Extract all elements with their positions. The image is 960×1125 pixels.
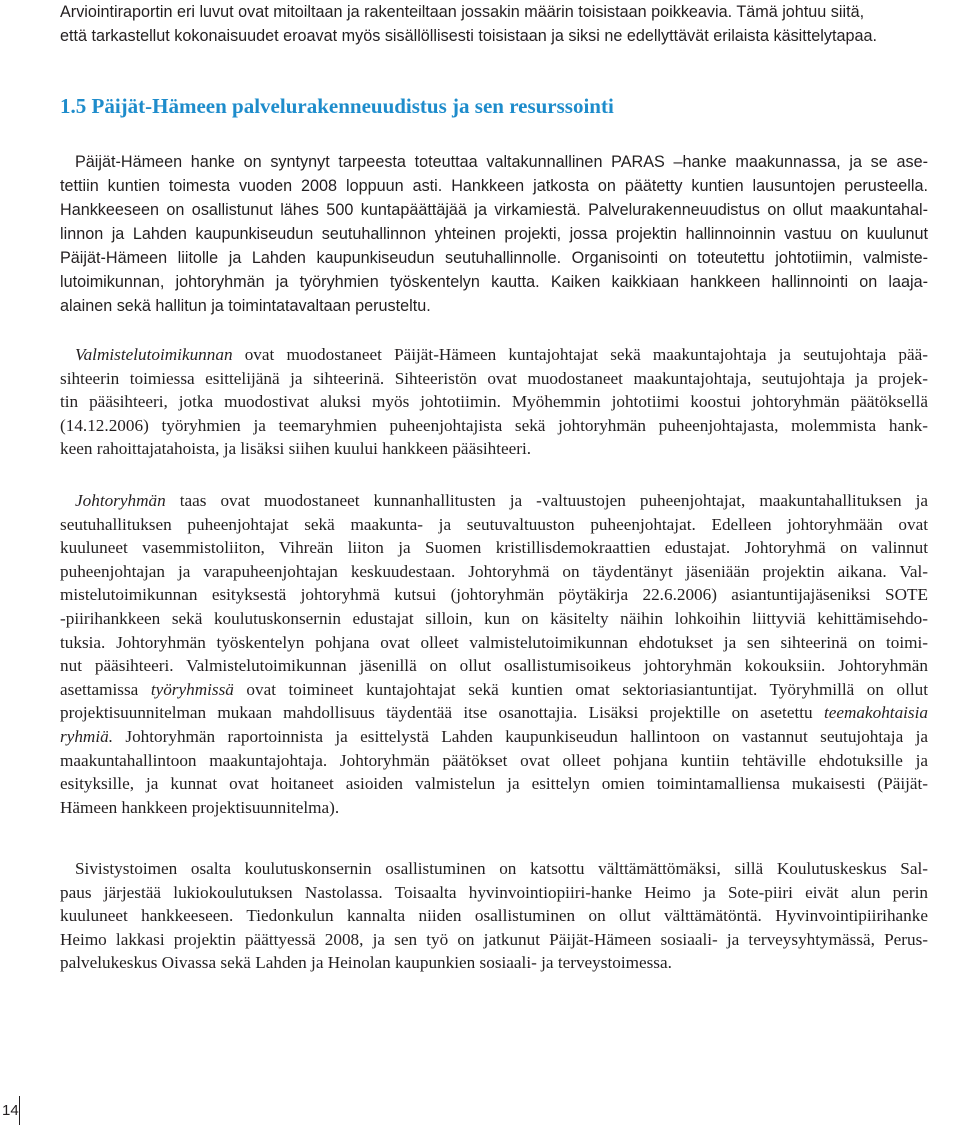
text-line: projektisuunnitelman mukaan mahdollisuus täydentää itse osanottajia. Lisäksi projektille on asetettu teemakohtaisia bbox=[60, 703, 928, 723]
page-number: 14 bbox=[0, 1096, 20, 1125]
text-line: palvelukeskus Oivassa sekä Lahden ja Heinolan kaupunkien sosiaali- ja terveystoimessa. bbox=[60, 953, 672, 973]
text-line: nut pääsihteeri. Valmistelutoimikunnan jäsenillä on ollut osallistumisoikeus johtoryhmän kokouksiin. Johtoryhmän bbox=[60, 656, 928, 676]
text-line: sihteerin toimiessa esittelijänä ja sihteerinä. Sihteeristön ovat muodostaneet maakuntajohtaja, seutujohtaja ja projek- bbox=[60, 368, 928, 388]
text-line: Valmistelutoimikunnan ovat muodostaneet Päijät-Hämeen kuntajohtajat sekä maakuntajohtaja ja seutujohtaja pää- bbox=[75, 345, 928, 364]
text-line: linnon ja Lahden kaupunkiseudun seutuhallinnon yhteinen projekti, jossa projektin hallinnoinnin vastuu on kuulunut bbox=[60, 225, 928, 243]
text-line: kuuluneet vasemmistoliiton, Vihreän liiton ja Suomen kristillisdemokraattien edustajat. Johtoryhmä on valinnut bbox=[60, 538, 928, 558]
term-ryhmia: ryhmiä. bbox=[60, 726, 113, 746]
text-line: tin pääsihteeri, jotka muodostivat aluksi myös johtotiimin. Myöhemmin johtotiimi koostui johtoryhmän päätöksellä bbox=[60, 392, 928, 412]
text-line: ryhmiä. Johtoryhmän raportoinnista ja esittelystä Lahden kaupunkiseudun hallintoon on vastannut seutujohtaja ja bbox=[60, 726, 928, 746]
text-line: tuksia. Johtoryhmän työskentelyn pohjana ovat olleet valmistelutoimikunnan ehdotukset ja sen sihteerinä on toimi- bbox=[60, 632, 928, 652]
text-line: -piirihankkeen sekä koulutuskonsernin edustajat silloin, kun on käsitelty näihin lohkoihin liittyviä kehittämisehdo- bbox=[60, 608, 928, 628]
text-line: keen rahoittajatahoista, ja lisäksi siihen kuului hankkeen pääsihteeri. bbox=[60, 439, 532, 459]
paragraph-valmistelutoimikunta bbox=[60, 343, 928, 461]
paragraph-paras-project bbox=[60, 150, 928, 318]
text-line: Hämeen hankkeen projektisuunnitelma). bbox=[60, 797, 340, 817]
term-johtoryhman: Johtoryhmän bbox=[75, 491, 166, 510]
text-line: Hankkeeseen on osallistunut lähes 500 kuntapäättäjää ja virkamiestä. Palvelurakenneuudistus on ollut maakuntahal- bbox=[60, 201, 928, 219]
paragraph-johtoryhma bbox=[60, 489, 928, 819]
text-line: Johtoryhmän taas ovat muodostaneet kunnanhallitusten ja -valtuustojen puheenjohtajat, maakuntahallituksen ja bbox=[75, 491, 928, 510]
paragraph-sivistystoimi bbox=[60, 857, 928, 975]
term-tyoryhmissa: työryhmissä bbox=[150, 679, 234, 699]
term-teemakohtaisia: teemakohtaisia bbox=[823, 703, 928, 723]
section-heading: 1.5 Päijät-Hämeen palvelurakenneuudistus ja sen resurssointi bbox=[60, 94, 614, 118]
text-line: Päijät-Hämeen liitolle ja Lahden kaupunkiseudun seutuhallinnolle. Organisointi on toteutettu johtotiimin, valmiste- bbox=[60, 249, 928, 267]
text-line: seutuhallituksen puheenjohtajat sekä maakunta- ja seutuvaltuuston puheenjohtajat. Edelleen johtoryhmään ovat bbox=[60, 514, 928, 534]
text-line: Päijät-Hämeen hanke on syntynyt tarpeesta toteuttaa valtakunnallinen PARAS –hanke maakunnassa, ja se ase- bbox=[75, 153, 928, 171]
text-line: asettamissa työryhmissä ovat toimineet kuntajohtajat sekä kuntien omat sektoriasiantuntijat. Työryhmillä on ollut bbox=[60, 679, 929, 699]
text-line: Sivistystoimen osalta koulutuskonsernin osallistuminen on katsottu välttämättömäksi, sillä Koulutuskeskus Sal- bbox=[75, 859, 928, 878]
text-line: Heimo lakkasi projektin päättyessä 2008, ja sen työ on jatkunut Päijät-Hämeen sosiaali- ja terveysyhtymässä, Perus- bbox=[60, 929, 928, 949]
intro-paragraph bbox=[60, 0, 928, 48]
text-line: (14.12.2006) työryhmien ja teemaryhmien puheenjohtajista sekä johtoryhmän puheenjohtajasta, molemmista hank- bbox=[60, 415, 928, 435]
text-line: lutoimikunnan, johtoryhmän ja työryhmien työskentelyn kautta. Kaiken kaikkiaan hankkeen hallinnointi on laaja- bbox=[60, 273, 928, 291]
text-line: esityksille, ja kunnat ovat hoitaneet asioiden valmistelun ja esittelyn omien toimintamalliensa mukaisesti (Päijät- bbox=[60, 774, 928, 794]
text-line: kuuluneet hankkeeseen. Tiedonkulun kannalta niiden osallistuminen on ollut välttämätöntä. Hyvinvointipiirihanke bbox=[60, 906, 928, 926]
text-line: tettiin kuntien toimesta vuoden 2008 loppuun asti. Hankkeen jatkosta on päätetty kuntien lausuntojen perusteella. bbox=[60, 177, 928, 195]
text-line: Arviointiraportin eri luvut ovat mitoiltaan ja rakenteiltaan jossakin määrin toisistaan poikkeavia. Tämä johtuu siitä, bbox=[60, 3, 865, 21]
text-line: puheenjohtajan ja varapuheenjohtajan keskuudestaan. Johtoryhmä on täydentänyt jäseniään projektin aikana. Val- bbox=[60, 561, 928, 581]
text-line: paus järjestää lukiokoulutuksen Nastolassa. Toisaalta hyvinvointiopiiri-hanke Heimo ja Sote-piiri eivät alun perin bbox=[60, 882, 928, 902]
text-line: maakuntahallintoon maakuntajohtaja. Johtoryhmän päätökset ovat olleet pohjana kuntiin tehtäville ehdotuksille ja bbox=[60, 750, 928, 770]
text-line: mistelutoimikunnan esityksestä johtoryhmä kutsui (johtoryhmän pöytäkirja 22.6.2006) asiantuntijajäseniksi SOTE bbox=[60, 585, 928, 605]
term-valmistelutoimikunnan: Valmistelutoimikunnan bbox=[75, 345, 233, 364]
text-line: alainen sekä hallitun ja toimintatavaltaan perusteltu. bbox=[60, 297, 431, 315]
text-line: että tarkastellut kokonaisuudet eroavat myös sisällöllisesti toisistaan ja siksi ne edellyttävät erilaista käsittelytapaa. bbox=[60, 27, 877, 45]
